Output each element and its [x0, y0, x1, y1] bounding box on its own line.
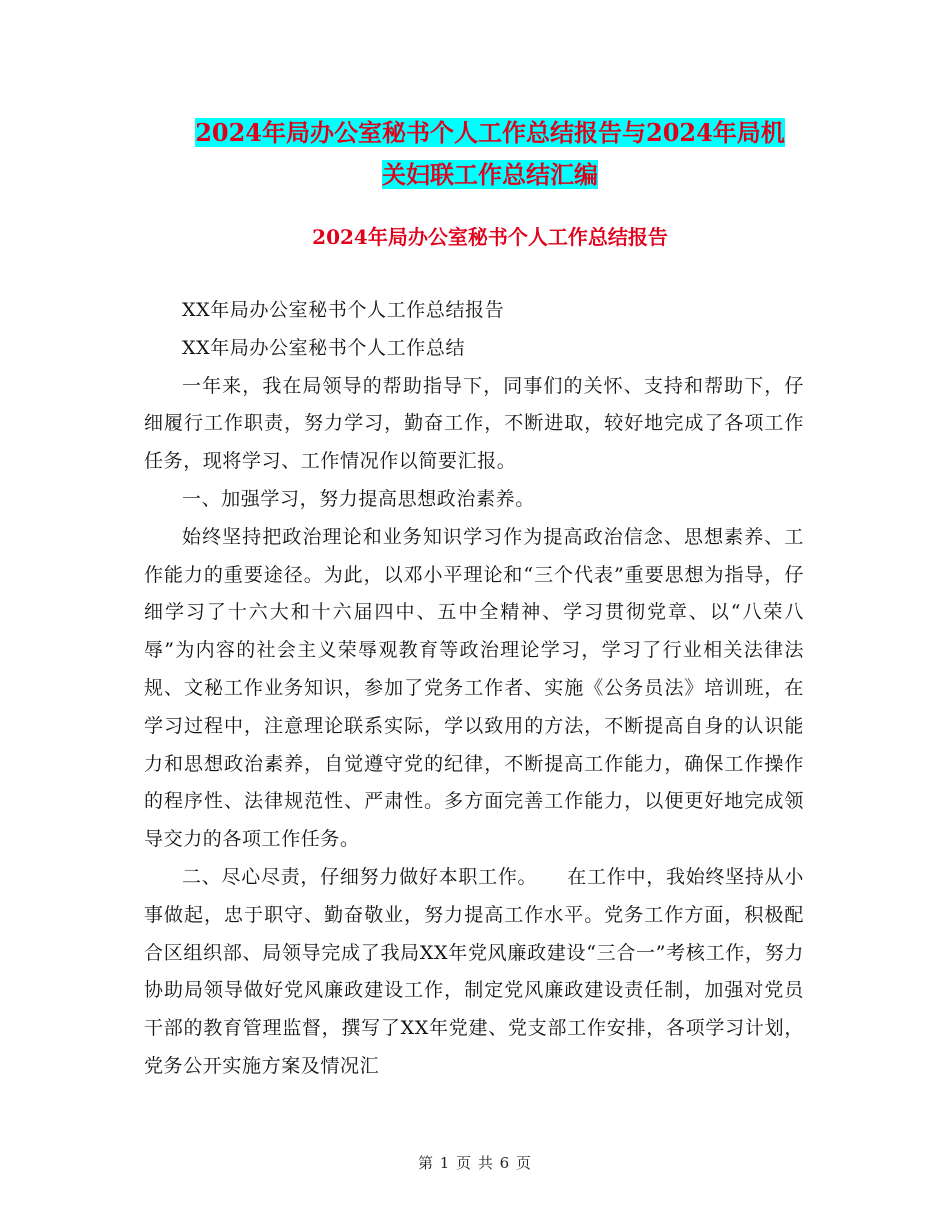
main-title	[140, 112, 840, 196]
section-title: 2024年局办公室秘书个人工作总结报告	[312, 225, 668, 249]
paragraph: XX年局办公室秘书个人工作总结报告	[182, 299, 505, 321]
paragraph: 始终坚持把政治理论和业务知识学习作为提高政治信念、思想素养、工作能力的重要途径。为此，以邓小平理论和“三个代表”重要思想为指导，仔细学习了十六大和十六届四中、五中全精神、学习贯彻党章、以“八荣八辱”为内容的社会主义荣辱观教育等政治理论学习，学习了行业相关法律法规、文秘工作业务知识，参加了党务工作者、实施《公务员法》培训班，在学习过程中，注意理论联系实际，学以致用的方法，不断提高自身的认识能力和思想政治素养，自觉遵守党的纪律，不断提高工作能力，确保工作操作的程序性、法律规范性、严肃性。多方面完善工作能力，以便更好地完成领导交力的各项工作任务。	[144, 525, 804, 851]
paragraph: 一年来，我在局领导的帮助指导下，同事们的关怀、支持和帮助下，仔细履行工作职责，努力学习，勤奋工作，不断进取，较好地完成了各项工作任务，现将学习、工作情况作以简要汇报。	[144, 374, 804, 473]
body-text	[144, 292, 804, 1086]
main-title-line-1: 2024年局办公室秘书个人工作总结报告与2024年局机	[195, 118, 785, 147]
paragraph-heading: 一、加强学习，努力提高思想政治素养。	[182, 487, 535, 510]
main-title-line-2: 关妇联工作总结汇编	[382, 160, 598, 189]
paragraph: XX年局办公室秘书个人工作总结	[182, 336, 466, 359]
paragraph: 二、尽心尽责，仔细努力做好本职工作。 在工作中，我始终坚持从小事做起，忠于职守、勤奋敬业，努力提高工作水平。党务工作方面，积极配合区组织部、局领导完成了我局XX年党风廉政建设“三合一”考核工作，努力协助局领导做好党风廉政建设工作，制定党风廉政建设责任制，加强对党员干部的教育管理监督，撰写了XX年党建、党支部工作安排，各项学习计划，党务公开实施方案及情况汇	[144, 865, 804, 1077]
page-number-footer: 第 1 页 共 6 页	[418, 1154, 532, 1172]
